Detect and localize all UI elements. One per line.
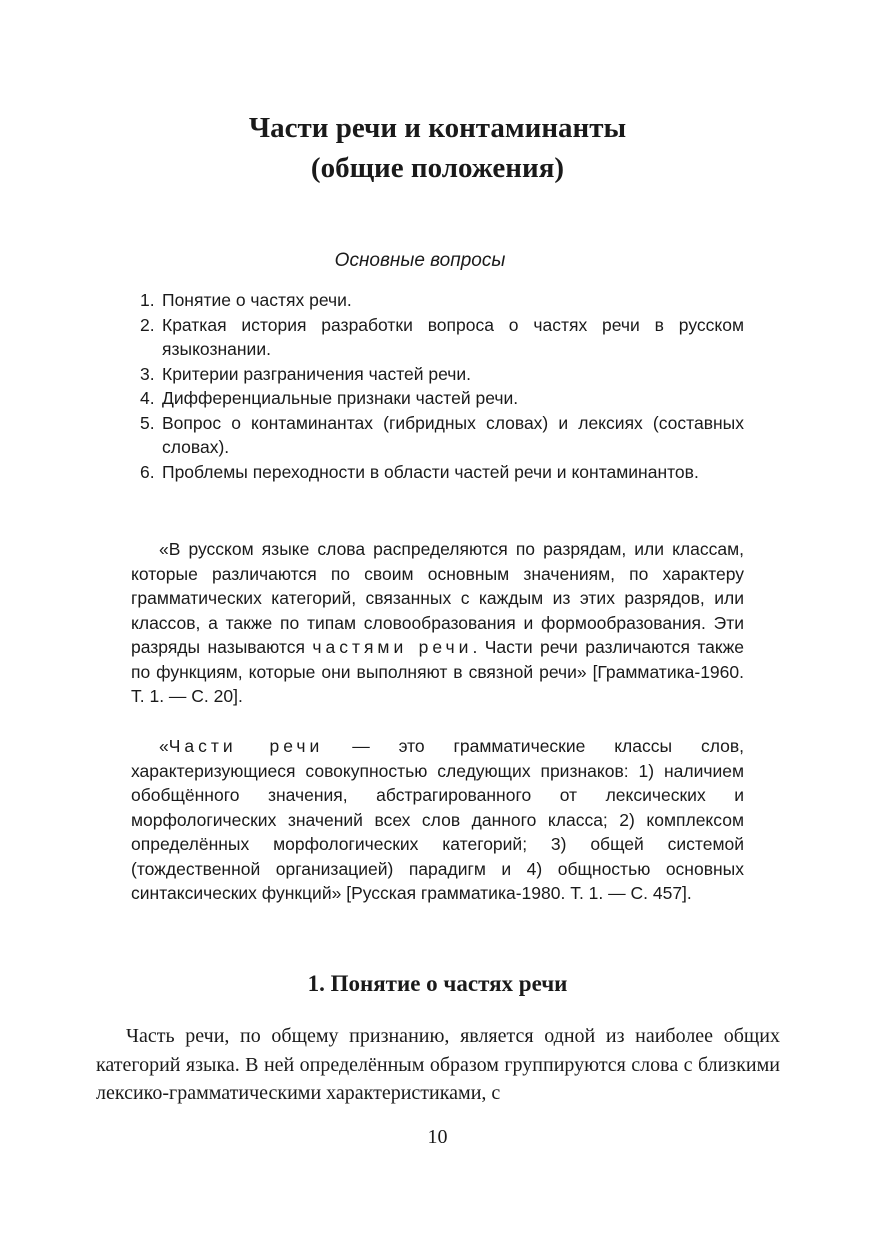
body-paragraph: Часть речи, по общему признанию, является одной из наиболее общих категорий языка. В ней определённым образом группируются слова с близкими лексико-грамматическими характеристиками, с — [96, 1025, 780, 1104]
quote-grammar-1960 — [131, 537, 744, 709]
list-item-number: 6. — [140, 461, 155, 482]
quote-text: «В русском языке слова распределяются по разрядам, или классам, которые различаются по своим основным значениям, по характеру грамматических категорий, связанных с каждым из этих разрядов, или классов, а также по типам словообразования и формообразования. Эти разряды называются — [131, 539, 744, 657]
list-item-number: 1. — [140, 290, 155, 310]
list-item-number: 4. — [140, 388, 155, 408]
page-title — [0, 108, 875, 188]
quote-spaced-term: частями речи — [312, 637, 473, 657]
list-item — [140, 460, 744, 485]
list-item-number: 5. — [140, 412, 155, 433]
list-item — [140, 362, 744, 387]
list-item-text: Дифференциальные признаки частей речи. — [162, 388, 519, 408]
list-item — [140, 288, 744, 313]
list-item — [140, 386, 744, 411]
quote-spaced-term: Части речи — [168, 736, 324, 756]
page-title-line-2: (общие положения) — [310, 152, 565, 184]
page-title-line-1: Части речи и контаминанты — [248, 112, 627, 144]
list-item-text: Понятие о частях речи. — [162, 290, 352, 310]
list-item — [140, 313, 744, 362]
list-item-number: 3. — [140, 363, 155, 384]
quote-text: « — [159, 736, 169, 756]
list-item-number: 2. — [140, 314, 155, 335]
list-item — [140, 411, 744, 460]
questions-list — [140, 288, 744, 484]
list-item-text: Критерии разграничения частей речи. — [162, 363, 472, 384]
page-number: 10 — [427, 1126, 448, 1148]
questions-heading: Основные вопросы — [334, 250, 506, 271]
list-item-text: Проблемы переходности в области частей речи и контаминантов. — [162, 461, 699, 482]
quote-text: . Части речи различаются также по функциям, которые они выполняют в связной речи» [Грамматика-1960. Т. 1. — С. 20]. — [131, 637, 745, 706]
quote-text: — это грамматические классы слов, характеризующиеся совокупностью следующих признаков: 1) наличием обобщённого значения, абстрагированного от лексических и морфологических значений всех слов данного класса; 2) комплексом определённых морфологических категорий; 3) общей системой (тождественной организацией) парадигм и 4) общностью основных синтаксических функций» [Русская грамматика-1980. Т. 1. — С. 457]. — [131, 736, 744, 903]
list-item-text: Краткая история разработки вопроса о частях речи в русском языкознании. — [162, 314, 744, 359]
section-heading: 1. Понятие о частях речи — [307, 971, 568, 996]
quote-grammar-1980 — [131, 734, 744, 906]
list-item-text: Вопрос о контаминантах (гибридных словах) и лексиях (составных словах). — [162, 412, 744, 457]
